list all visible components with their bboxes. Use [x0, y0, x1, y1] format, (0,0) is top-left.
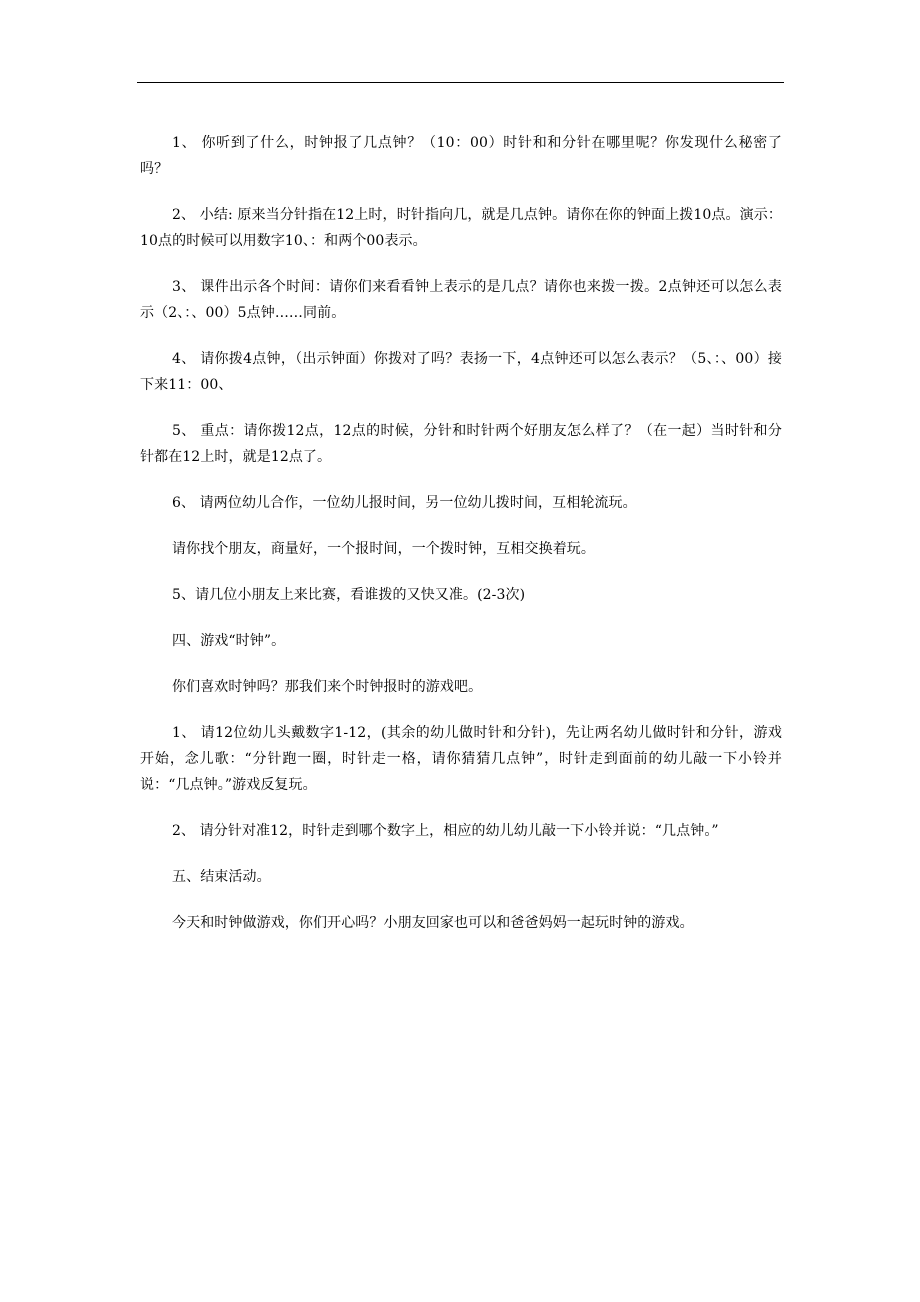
- paragraph-competition: 5、请几位小朋友上来比赛，看谁拨的又快又准。(2-3次): [172, 587, 526, 603]
- section-heading-ending: 五、结束活动。: [172, 869, 271, 885]
- paragraph-step-2-summary: 2、 小结: 原来当分针指在12上时，时针指向几，就是几点钟。请你在你的钟面上拨10点。演示：10点的时候可以用数字10、：和两个00表示。: [140, 207, 782, 249]
- paragraph-step-1: 1、 你听到了什么，时钟报了几点钟？（10：00）时针和和分针在哪里呢？你发现什么秘密了吗？: [140, 135, 782, 177]
- paragraph-step-6: 6、 请两位幼儿合作，一位幼儿报时间，另一位幼儿拨时间，互相轮流玩。: [172, 495, 637, 511]
- paragraph-step-4: 4、 请你拨4点钟，（出示钟面）你拨对了吗？表扬一下，4点钟还可以怎么表示？（5、：、00）接下来11：00、: [140, 351, 782, 393]
- paragraph-closing: 今天和时钟做游戏，你们开心吗？小朋友回家也可以和爸爸妈妈一起玩时钟的游戏。: [172, 915, 694, 931]
- paragraph-game-rule-1: 1、 请12位幼儿头戴数字1-12，(其余的幼儿做时针和分针)，先让两名幼儿做时针和分针，游戏开始，念儿歌：“分针跑一圈，时针走一格，请你猜猜几点钟”，时针走到面前的幼儿敲一下小铃并说：“几点钟。”游戏反复玩。: [140, 725, 782, 793]
- paragraph-step-3: 3、 课件出示各个时间：请你们来看看钟上表示的是几点？请你也来拨一拨。2点钟还可以怎么表示（2、：、00）5点钟……同前。: [140, 279, 782, 321]
- paragraph-game-rule-2: 2、 请分针对准12，时针走到哪个数字上，相应的幼儿幼儿敲一下小铃并说：“几点钟。”: [172, 823, 719, 839]
- paragraph-find-partner: 请你找个朋友，商量好，一个报时间，一个拨时钟，互相交换着玩。: [172, 541, 595, 557]
- header-rule: [137, 82, 784, 83]
- section-heading-game: 四、游戏“时钟”。: [172, 633, 286, 649]
- page-body: [140, 130, 782, 956]
- paragraph-step-5-key-point: 5、 重点：请你拨12点，12点的时候，分针和时针两个好朋友怎么样了？（在一起）当时针和分针都在12上时，就是12点了。: [140, 423, 782, 465]
- paragraph-game-intro: 你们喜欢时钟吗？那我们来个时钟报时的游戏吧。: [172, 679, 483, 695]
